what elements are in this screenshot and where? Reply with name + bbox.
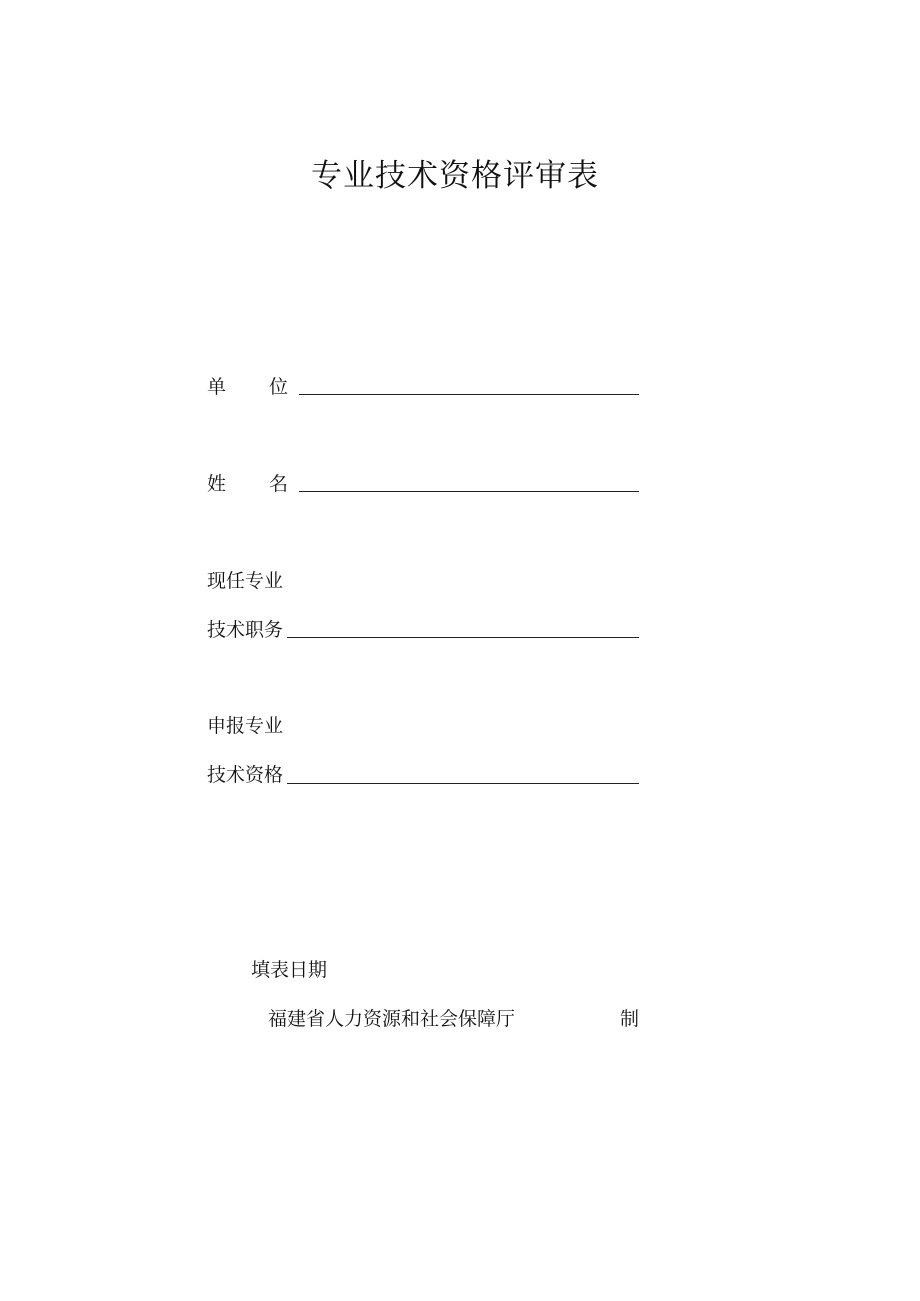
name-fill-line <box>299 491 639 492</box>
apply-title-label-line2: 技术资格 <box>207 764 284 786</box>
current-title-label-line1: 现任专业 <box>207 570 284 592</box>
fill-date-label: 填表日期 <box>251 959 328 981</box>
name-label-char1: 姓 <box>207 473 227 495</box>
apply-title-label-line1: 申报专业 <box>207 715 284 737</box>
issuer-name: 福建省人力资源和社会保障厅 <box>268 1008 516 1030</box>
unit-label-char1: 单 <box>207 376 227 398</box>
issuer-suffix: 制 <box>620 1008 640 1030</box>
name-label-char2: 名 <box>269 473 289 495</box>
current-title-fill-line <box>287 637 639 638</box>
apply-title-fill-line <box>287 783 639 784</box>
document-title: 专业技术资格评审表 <box>311 158 599 194</box>
unit-label-char2: 位 <box>269 376 289 398</box>
current-title-label-line2: 技术职务 <box>207 619 284 641</box>
unit-fill-line <box>299 394 639 395</box>
